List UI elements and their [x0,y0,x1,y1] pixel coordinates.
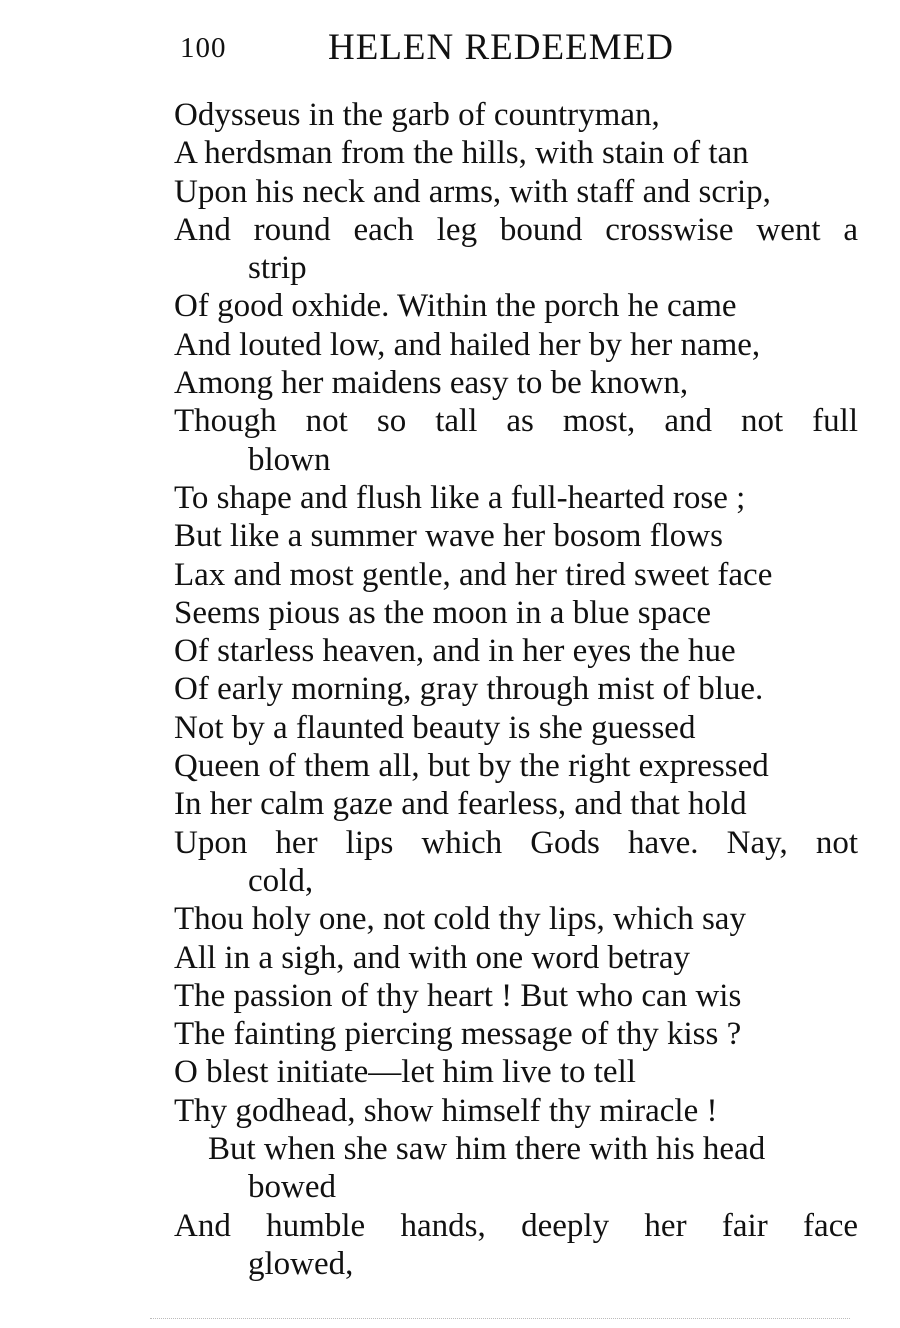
poem-line: Though not so tall as most, and not full [174,403,858,440]
poem-line: Upon his neck and arms, with staff and scrip, [174,173,771,210]
poem-line: Not by a flaunted beauty is she guessed [174,709,696,746]
poem-line: Of early morning, gray through mist of blue. [174,671,764,708]
running-head [180,26,740,70]
book-title: HELEN REDEEMED [328,27,674,68]
poem-line-continuation: strip [248,250,307,287]
poem-line-continuation: cold, [248,862,314,899]
poem-line: Lax and most gentle, and her tired sweet face [174,556,773,593]
poem-line: And humble hands, deeply her fair face [174,1207,858,1244]
poem-line: O blest initiate—let him live to tell [174,1054,636,1091]
poem-line: In her calm gaze and fearless, and that hold [174,786,747,823]
poem-line-indented: But when she saw him there with his head [208,1131,766,1168]
poem-line: Thy godhead, show himself thy miracle ! [174,1092,718,1129]
poem-line: Of starless heaven, and in her eyes the hue [174,633,736,670]
poem-line: A herdsman from the hills, with stain of tan [174,135,749,172]
poem-line: Thou holy one, not cold thy lips, which say [174,901,746,938]
poem-line: Of good oxhide. Within the porch he came [174,288,737,325]
page-edge-specks [150,1318,850,1323]
poem-line: The fainting piercing message of thy kiss ? [174,1016,742,1053]
poem-line: Queen of them all, but by the right expressed [174,748,769,785]
poem-line: Among her maidens easy to be known, [174,365,689,402]
poem-line: But like a summer wave her bosom flows [174,518,723,555]
poem-text [174,96,864,1283]
poem-line: To shape and flush like a full-hearted rose ; [174,479,746,516]
poem-line: All in a sigh, and with one word betray [174,939,690,976]
poem-line: Upon her lips which Gods have. Nay, not [174,824,858,861]
poem-line-continuation: bowed [248,1169,336,1206]
poem-line: Seems pious as the moon in a blue space [174,594,712,631]
poem-line: And round each leg bound crosswise went a [174,211,858,248]
poem-line-continuation: blown [248,441,331,478]
poem-line: The passion of thy heart ! But who can wis [174,977,742,1014]
poem-line-continuation: glowed, [248,1245,354,1282]
poem-line: And louted low, and hailed her by her name, [174,326,761,363]
poem-line: Odysseus in the garb of countryman, [174,97,660,133]
page-number: 100 [180,32,227,64]
